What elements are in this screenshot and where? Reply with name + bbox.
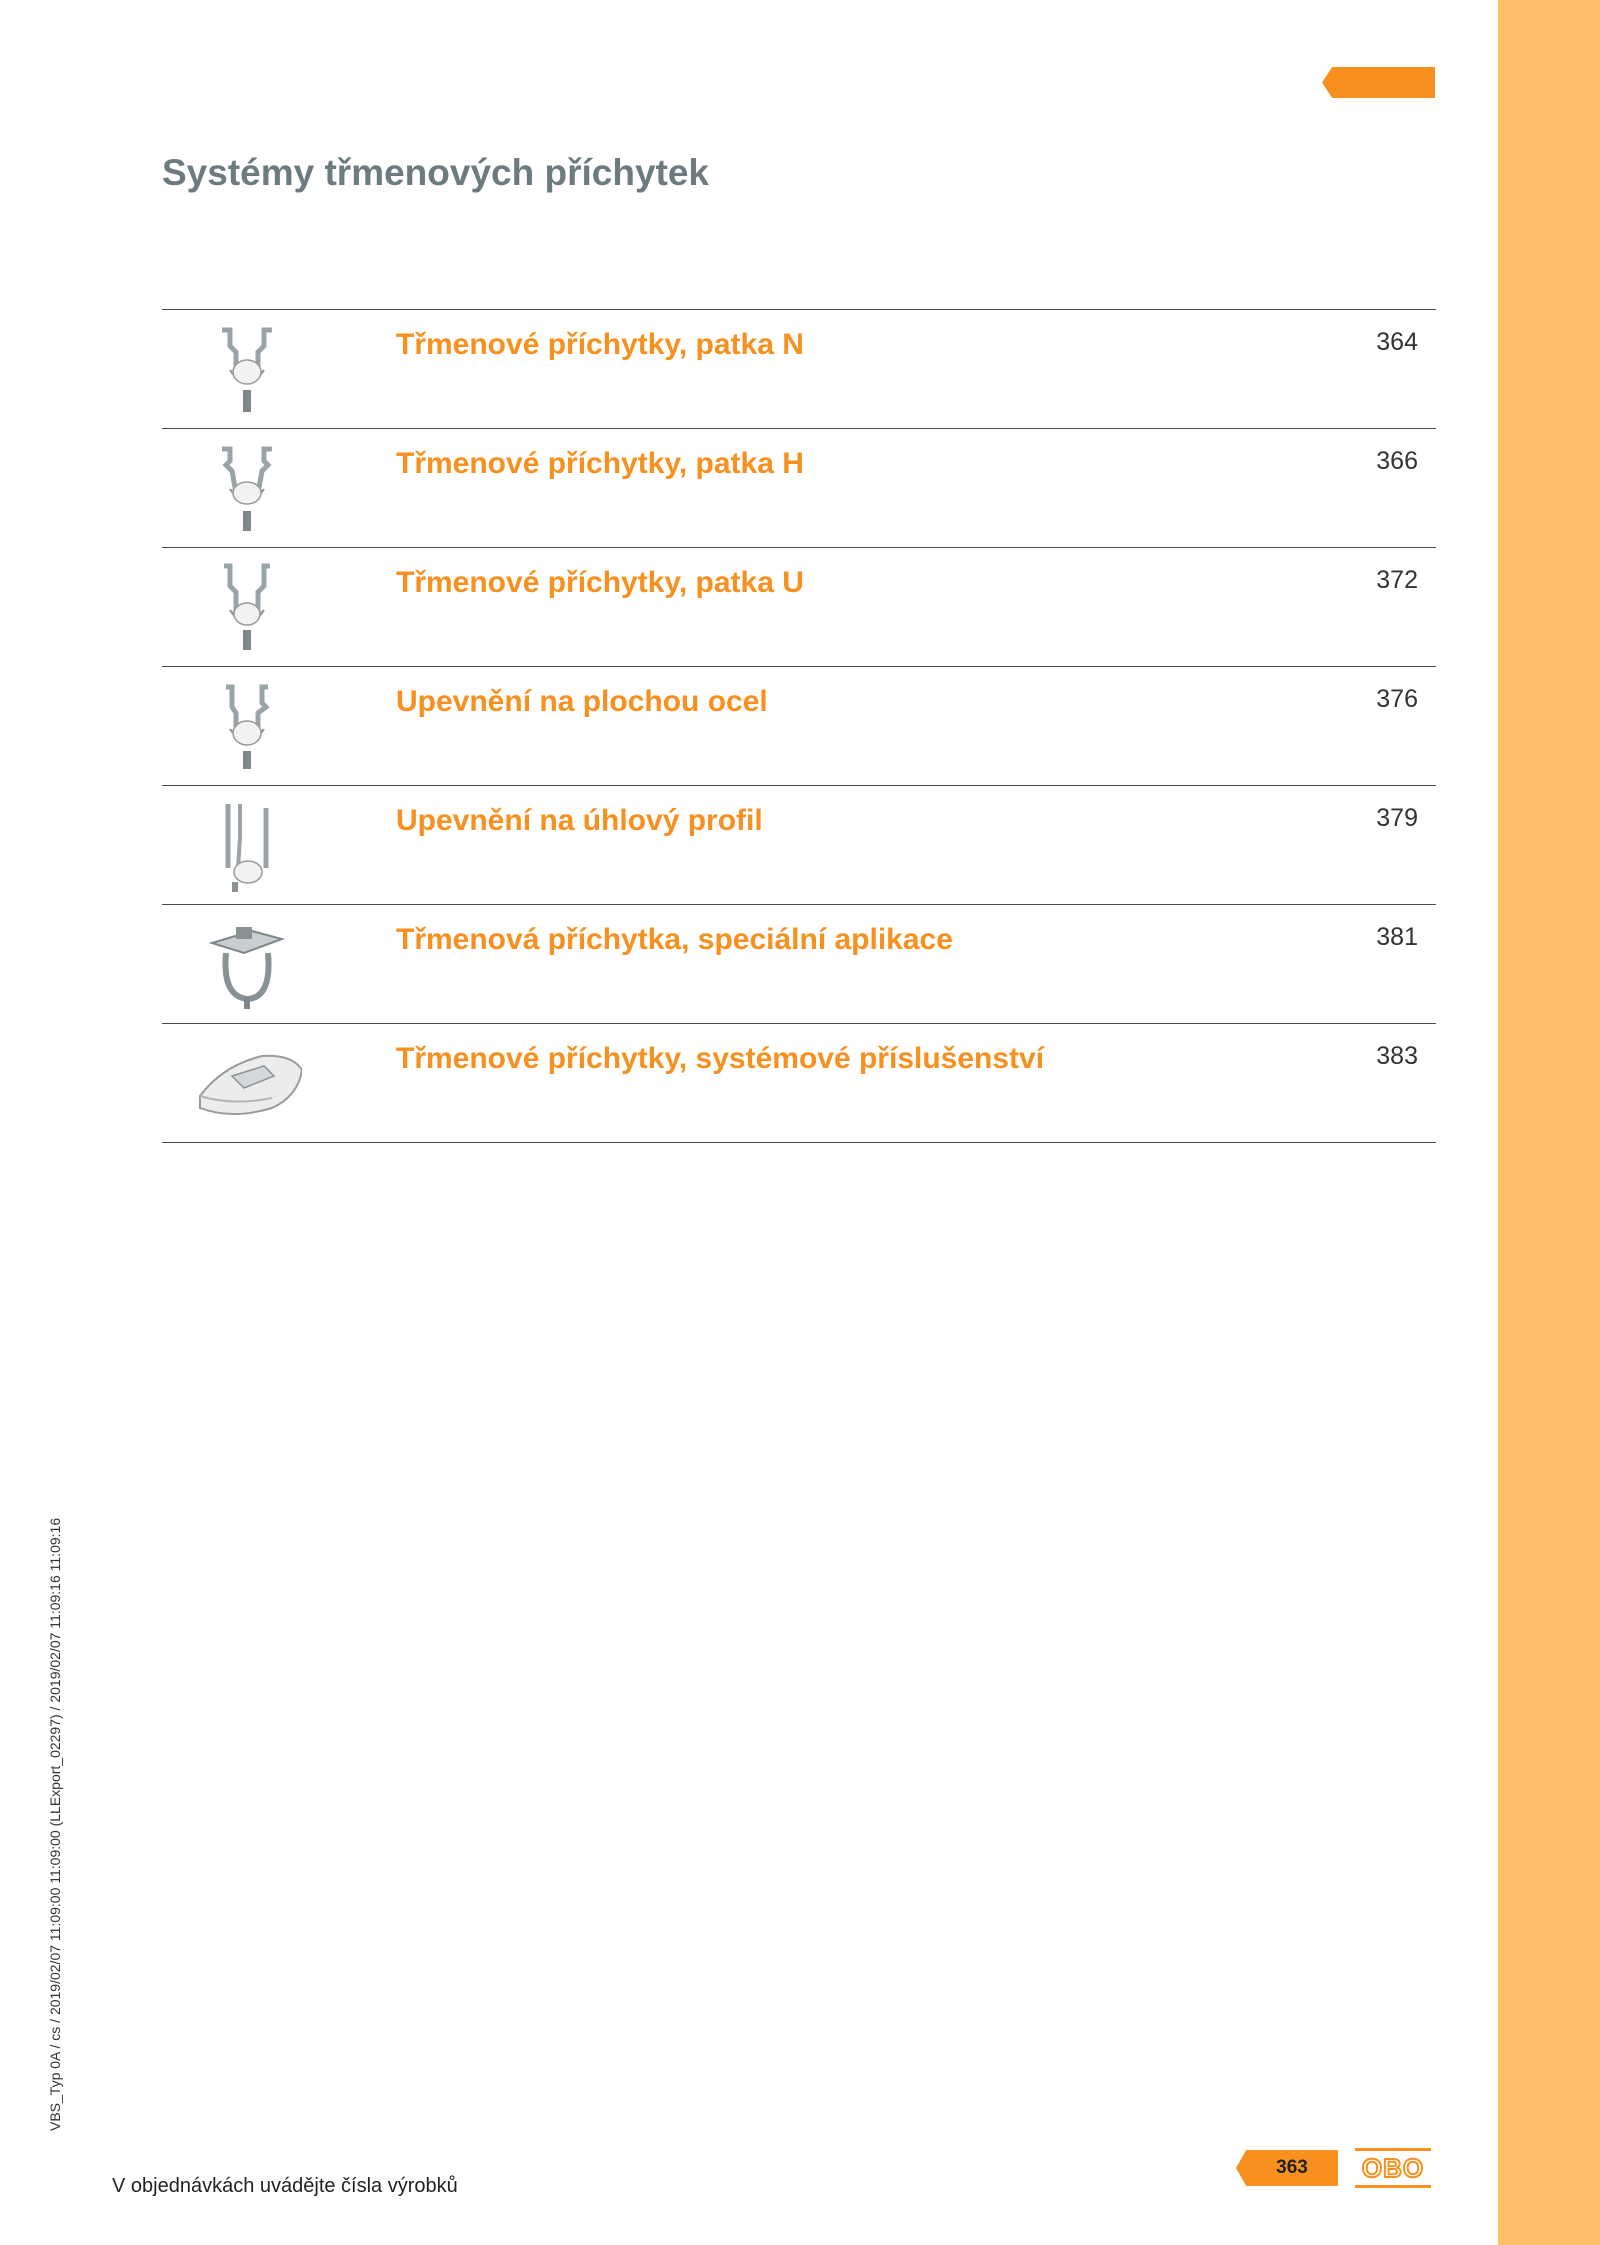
toc-page-number: 383: [1376, 1042, 1418, 1070]
toc-page-number: 376: [1376, 685, 1418, 713]
accessory-saddle-icon: [192, 1036, 302, 1132]
toc-row[interactable]: [162, 667, 1436, 786]
toc-page-number: 366: [1376, 447, 1418, 475]
angle-profile-clip-icon: [192, 798, 302, 894]
toc-row[interactable]: [162, 786, 1436, 905]
clip-n-icon: [192, 322, 302, 418]
toc-page-number: 364: [1376, 328, 1418, 356]
toc-label[interactable]: Třmenové příchytky, patka H: [396, 447, 804, 480]
toc-row[interactable]: [162, 429, 1436, 548]
toc-label[interactable]: Třmenová příchytka, speciální aplikace: [396, 923, 953, 956]
print-metadata: VBS_Typ 0A / cs / 2019/02/07 11:09:00 11:09:00 (LLExport_02297) / 2019/02/07 11:09:16 11:09:16: [47, 1517, 63, 2131]
obo-logo: [1355, 2148, 1431, 2188]
toc-label[interactable]: Upevnění na plochou ocel: [396, 685, 768, 718]
toc-page-number: 372: [1376, 566, 1418, 594]
clip-u-icon: [192, 560, 302, 656]
logo-text: OBO: [1361, 2152, 1425, 2183]
toc-row[interactable]: [162, 548, 1436, 667]
clip-h-icon: [192, 441, 302, 537]
side-band: [1498, 0, 1600, 2245]
toc-row[interactable]: [162, 905, 1436, 1024]
page-number: 363: [1276, 2157, 1308, 2178]
toc-page-number: 379: [1376, 804, 1418, 832]
toc-label[interactable]: Třmenové příchytky, patka U: [396, 566, 804, 599]
toc-page-number: 381: [1376, 923, 1418, 951]
footer-note: V objednávkách uvádějte čísla výrobků: [112, 2175, 458, 2197]
toc-label[interactable]: Třmenové příchytky, patka N: [396, 328, 804, 361]
page-title: Systémy třmenových příchytek: [162, 152, 710, 193]
flat-steel-clip-icon: [192, 679, 302, 775]
toc-label[interactable]: Upevnění na úhlový profil: [396, 804, 763, 837]
toc-row[interactable]: [162, 310, 1436, 429]
toc-label[interactable]: Třmenové příchytky, systémové příslušenství: [396, 1042, 1045, 1075]
special-clip-icon: [192, 917, 302, 1013]
table-of-contents: [162, 309, 1436, 1143]
toc-row[interactable]: [162, 1024, 1436, 1143]
section-tab: [1322, 67, 1435, 98]
